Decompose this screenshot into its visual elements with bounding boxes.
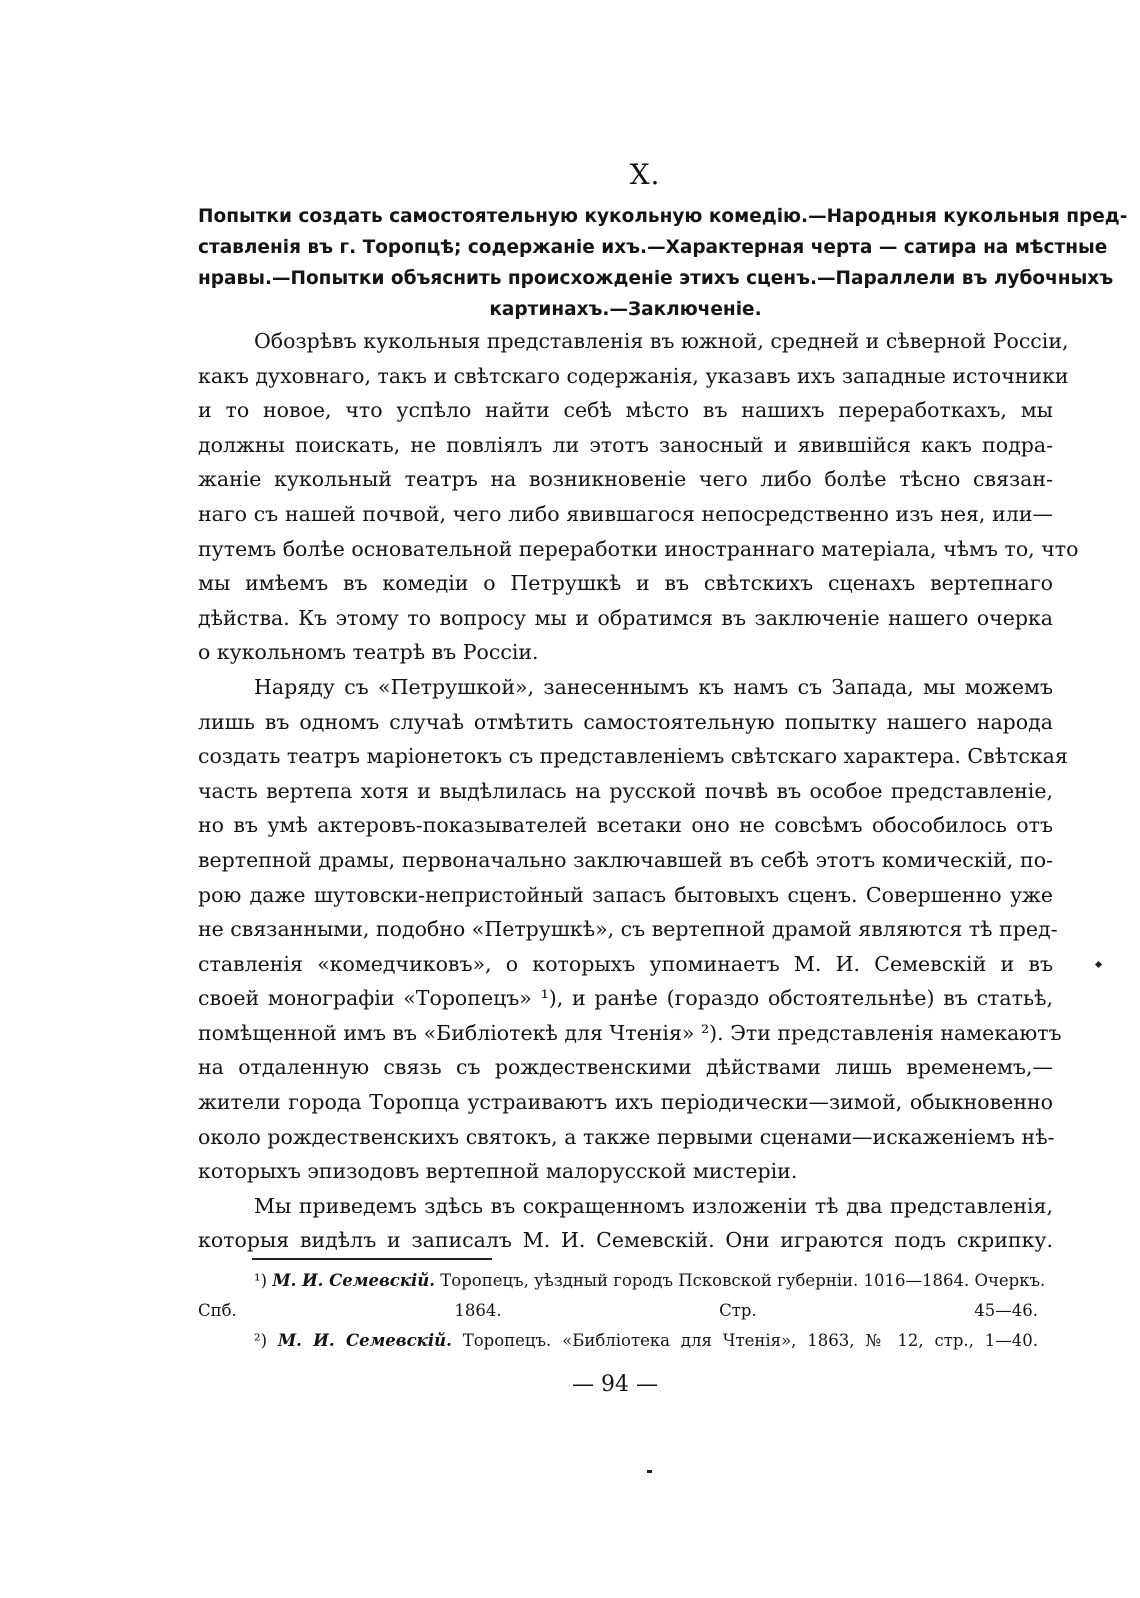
text-line: какъ духовнаго, такъ и свѣтскаго содержанія, указавъ ихъ западные источники <box>198 363 1069 388</box>
text-line: должны поискать, не повліялъ ли этотъ заносный и явившійся какъ подра- <box>198 432 1053 457</box>
text-line: Наряду съ «Петрушкой», занесеннымъ къ намъ съ Запада, мы можемъ <box>254 674 1053 699</box>
footnote-marker: ¹) <box>254 1271 268 1290</box>
summary-line: ставленія въ г. Торопцѣ; содержаніе ихъ.—Характерная черта — сатира на мѣстные <box>198 237 1108 258</box>
summary-line: нравы.—Попытки объяснить происхожденіе этихъ сценъ.—Параллели въ лубочныхъ <box>198 268 1114 289</box>
scan-speck <box>1095 961 1102 968</box>
footnote-line: Спб. 1864. Стр. 45—46. <box>198 1301 1038 1320</box>
text-line: не связанными, подобно «Петрушкѣ», съ вертепной драмой являются тѣ пред- <box>198 917 1058 942</box>
text-line: рою даже шутовски-непристойный запасъ бытовыхъ сценъ. Совершенно уже <box>198 882 1053 907</box>
text-line: мы имѣемъ въ комедіи о Петрушкѣ и въ свѣтскихъ сценахъ вертепнаго <box>198 571 1053 596</box>
footnote-text: Торопецъ. «Библіотека для Чтенія», 1863, № 12, стр., 1—40. <box>462 1331 1038 1350</box>
paragraph <box>198 670 1068 1189</box>
chapter-number: X. <box>629 158 661 191</box>
text-line: жители города Торопца устраиваютъ ихъ періодически—зимой, обыкновенно <box>198 1090 1053 1115</box>
text-line: которыхъ эпизодовъ вертепной малорусской мистеріи. <box>198 1159 798 1184</box>
text-line: наго съ нашей почвой, чего либо явившагося непосредственно изъ нея, или— <box>198 501 1053 526</box>
footnote-text: Торопецъ, уѣздный городъ Псковской губерніи. 1016—1864. Очеркъ. <box>440 1271 1046 1290</box>
footnote-1 <box>198 1266 1046 1326</box>
paragraph <box>198 1189 1053 1258</box>
text-line: часть вертепа хотя и выдѣлилась на русской почвѣ въ особое представленіе, <box>198 778 1053 803</box>
text-line: своей монографіи «Торопецъ» ¹), и ранѣе (гораздо обстоятельнѣе) въ статьѣ, <box>198 986 1053 1011</box>
text-line: жаніе кукольный театръ на возникновеніе чего либо болѣе тѣсно связан- <box>198 467 1053 492</box>
text-line: о кукольномъ театрѣ въ Россіи. <box>198 640 539 665</box>
text-line: около рождественскихъ святокъ, а также первыми сценами—искаженіемъ нѣ- <box>198 1124 1055 1149</box>
text-line: лишь въ одномъ случаѣ отмѣтить самостоятельную попытку нашего народа <box>198 709 1053 734</box>
text-line: Обозрѣвъ кукольныя представленія въ южной, средней и сѣверной Россіи, <box>254 329 1069 353</box>
footnotes <box>198 1266 1046 1356</box>
text-line: ставленія «комедчиковъ», о которыхъ упоминаетъ М. И. Семевскій и въ <box>198 951 1053 976</box>
scan-speck <box>647 1470 652 1473</box>
chapter-summary <box>198 201 1128 325</box>
footnote-2 <box>198 1326 1038 1356</box>
body-text <box>198 324 1079 1258</box>
text-line: помѣщенной имъ въ «Библіотекѣ для Чтенія» ²). Эти представленія намекаютъ <box>198 1020 1062 1045</box>
text-line: создать театръ маріонетокъ съ представленіемъ свѣтскаго характера. Свѣтская <box>198 744 1068 769</box>
paragraph <box>198 324 1079 670</box>
text-line: вертепной драмы, первоначально заключавшей въ себѣ этотъ комическій, по- <box>198 847 1053 872</box>
text-line: но въ умѣ актеровъ-показывателей всетаки оно не совсѣмъ обособилось отъ <box>198 813 1053 838</box>
text-line: Мы приведемъ здѣсь въ сокращенномъ изложеніи тѣ два представленія, <box>254 1193 1053 1218</box>
page-number: — 94 — <box>572 1372 658 1397</box>
footnote-line <box>198 1266 1046 1296</box>
summary-line: Попытки создать самостоятельную кукольную комедію.—Народныя кукольныя пред- <box>198 206 1128 227</box>
text-line: путемъ болѣе основательной переработки иностраннаго матеріала, чѣмъ то, что <box>198 536 1079 561</box>
text-line: и то новое, что успѣло найти себѣ мѣсто въ нашихъ переработкахъ, мы <box>198 398 1053 423</box>
text-line: на отдаленную связь съ рождественскими дѣйствами лишь временемъ,— <box>198 1055 1053 1080</box>
footnote-separator <box>252 1258 492 1260</box>
footnote-author: М. И. Семевскій. <box>272 1271 436 1290</box>
footnote-line <box>198 1326 1038 1356</box>
footnote-author: М. И. Семевскій. <box>277 1331 452 1350</box>
footnote-marker: ²) <box>254 1331 268 1350</box>
text-line: которыя видѣлъ и записалъ М. И. Семевскій. Они играются подъ скрипку. <box>198 1228 1053 1253</box>
summary-line: картинахъ.—Заключеніе. <box>489 299 762 320</box>
text-line: дѣйства. Къ этому то вопросу мы и обратимся въ заключеніе нашего очерка <box>198 605 1053 630</box>
